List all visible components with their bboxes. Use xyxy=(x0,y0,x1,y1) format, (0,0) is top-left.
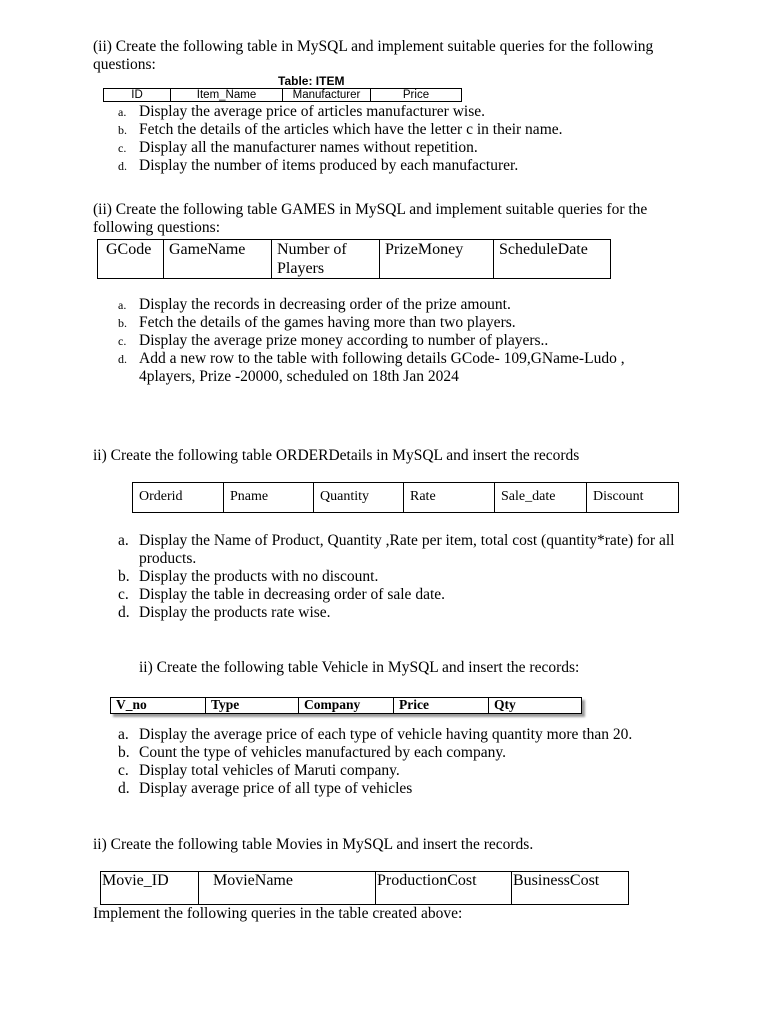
list-item: a. Display the average price of articles manufacturer wise. xyxy=(118,103,486,120)
list-item: d. Display the products rate wise. xyxy=(118,604,331,621)
section5-footer: Implement the following queries in the table created above: xyxy=(93,905,463,922)
movies-col-movie-id: Movie_ID xyxy=(101,872,199,905)
list-item: d. Add a new row to the table with following details GCode- 109,GName-Ludo , 4players, Prize -20000, scheduled on 18th Jan 2024 xyxy=(118,350,625,385)
list-item: b. Count the type of vehicles manufactured by each company. xyxy=(118,744,506,761)
games-col-prizemoney: PrizeMoney xyxy=(380,240,494,279)
item-table-caption: Table: ITEM xyxy=(278,74,345,88)
orders-col-quantity: Quantity xyxy=(314,483,404,513)
list-item: c. Display total vehicles of Maruti company. xyxy=(118,762,400,779)
orders-col-pname: Pname xyxy=(224,483,314,513)
vehicle-col-v-no: V_no xyxy=(111,698,206,714)
games-table xyxy=(97,239,611,279)
orders-col-orderid: Orderid xyxy=(133,483,224,513)
section3-heading: ii) Create the following table ORDERDetails in MySQL and insert the records xyxy=(93,447,580,464)
vehicle-col-company: Company xyxy=(299,698,394,714)
games-col-gcode: GCode xyxy=(98,240,164,279)
list-item: c. Display the average prize money according to number of players.. xyxy=(118,332,549,349)
vehicle-col-type: Type xyxy=(206,698,299,714)
section2-questions xyxy=(118,296,658,386)
orders-col-discount: Discount xyxy=(587,483,679,513)
section4-heading: ii) Create the following table Vehicle in MySQL and insert the records: xyxy=(139,659,580,676)
section1-questions xyxy=(118,103,718,175)
list-item: d. Display average price of all type of vehicles xyxy=(118,780,413,797)
games-col-gamename: GameName xyxy=(164,240,272,279)
list-item: c. Display all the manufacturer names without repetition. xyxy=(118,139,478,156)
list-item: d. Display the number of items produced by each manufacturer. xyxy=(118,157,519,174)
section1-heading: (ii) Create the following table in MySQL and implement suitable queries for the following questions: xyxy=(93,38,654,73)
movies-col-moviename: MovieName xyxy=(199,872,376,905)
vehicle-col-qty: Qty xyxy=(489,698,582,714)
section3-questions xyxy=(118,532,678,622)
item-col-price: Price xyxy=(371,89,462,102)
section5-heading: ii) Create the following table Movies in MySQL and insert the records. xyxy=(93,836,534,853)
item-col-item-name: Item_Name xyxy=(171,89,283,102)
item-table xyxy=(103,88,462,102)
movies-table xyxy=(100,871,629,905)
item-col-id: ID xyxy=(104,89,171,102)
list-item: b. Display the products with no discount. xyxy=(118,568,379,585)
movies-col-productioncost: ProductionCost xyxy=(376,872,512,905)
vehicle-col-price: Price xyxy=(394,698,489,714)
list-item: a. Display the average price of each type of vehicle having quantity more than 20. xyxy=(118,726,633,743)
games-col-scheduledate: ScheduleDate xyxy=(494,240,611,279)
movies-col-businesscost: BusinessCost xyxy=(512,872,629,905)
list-item: a. Display the Name of Product, Quantity ,Rate per item, total cost (quantity*rate) for all products. xyxy=(118,532,675,567)
list-item: b. Fetch the details of the articles which have the letter c in their name. xyxy=(118,121,563,138)
section2-heading: (ii) Create the following table GAMES in MySQL and implement suitable queries for the following questions: xyxy=(93,201,648,236)
list-item: b. Fetch the details of the games having more than two players. xyxy=(118,314,516,331)
orderdetails-table xyxy=(132,482,679,513)
item-col-manufacturer: Manufacturer xyxy=(283,89,371,102)
section4-questions xyxy=(118,726,718,798)
vehicle-table xyxy=(110,697,582,714)
list-item: c. Display the table in decreasing order of sale date. xyxy=(118,586,446,603)
orders-col-sale-date: Sale_date xyxy=(495,483,587,513)
list-item: a. Display the records in decreasing order of the prize amount. xyxy=(118,296,511,313)
games-col-number-of-players: Number of Players xyxy=(272,240,380,279)
orders-col-rate: Rate xyxy=(404,483,495,513)
